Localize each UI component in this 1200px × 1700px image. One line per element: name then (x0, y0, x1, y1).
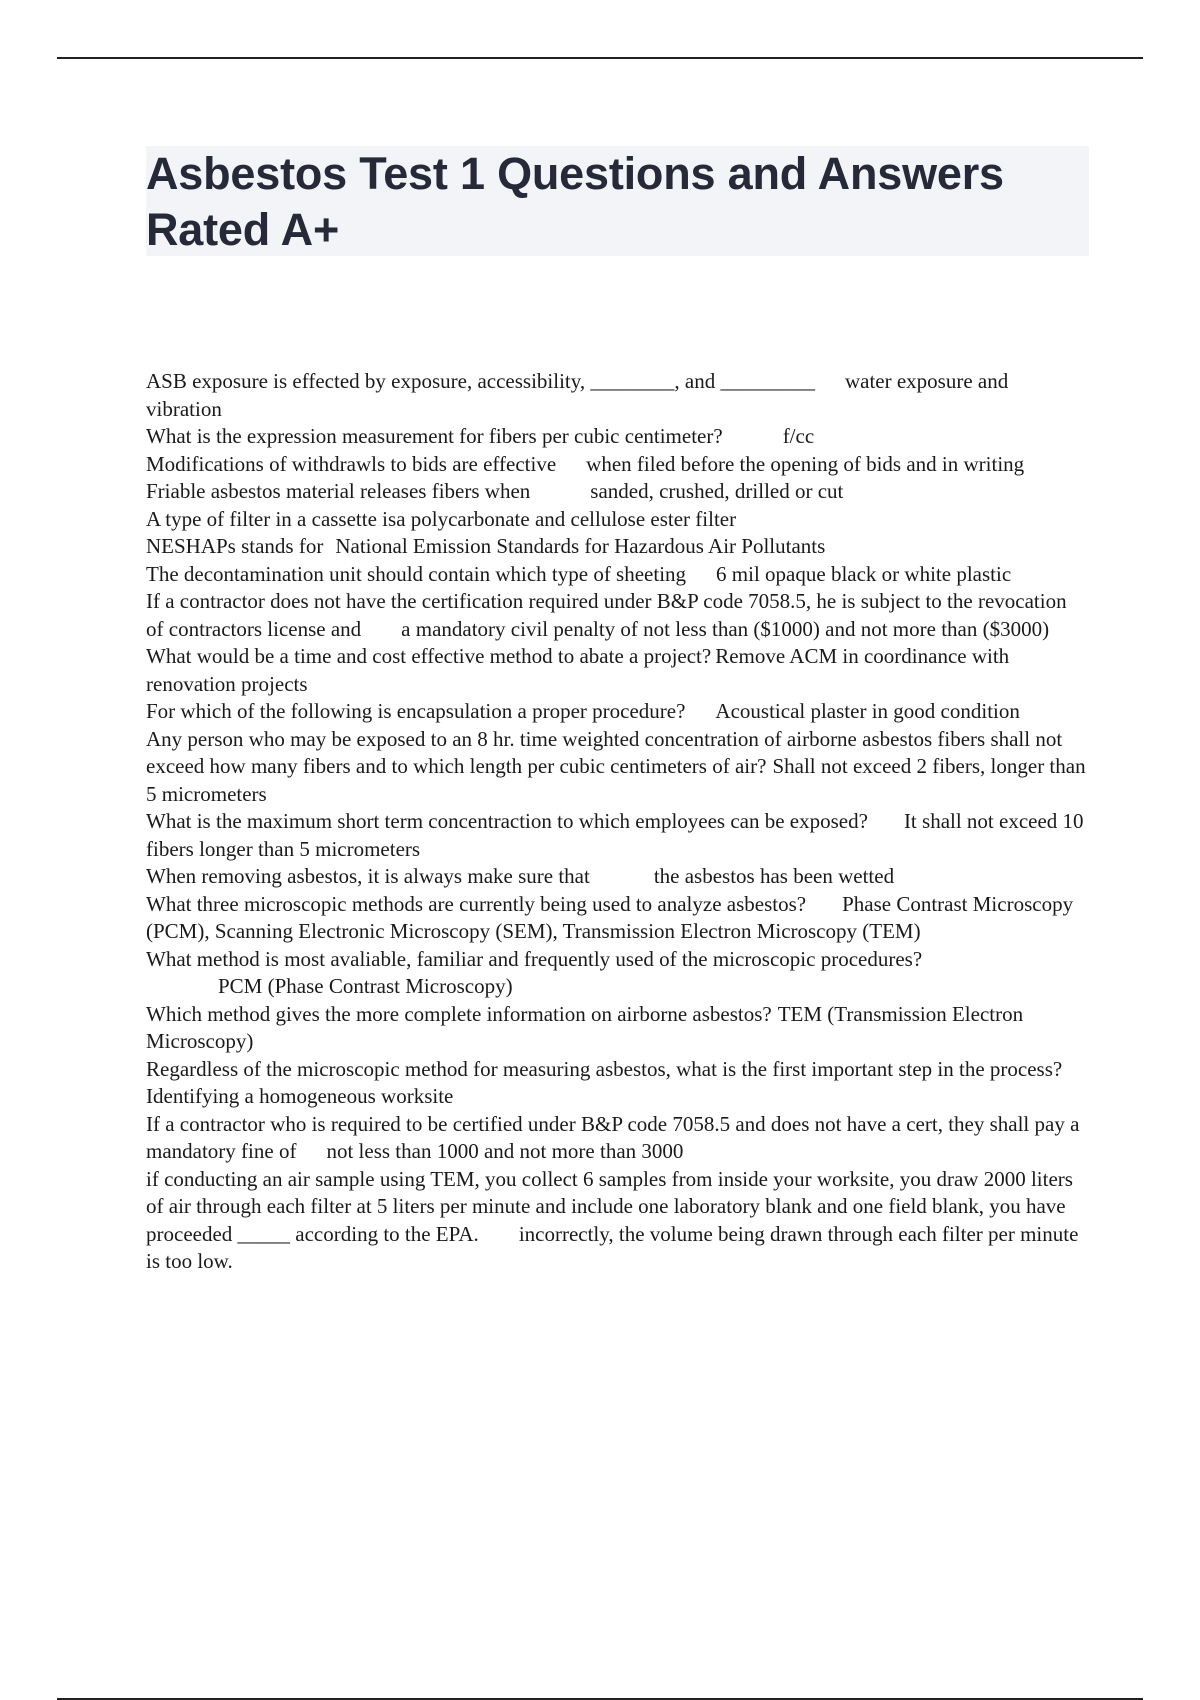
answer-text: the asbestos has been wetted (653, 864, 895, 888)
qa-item (146, 533, 1089, 561)
answer-text: Remove ACM in coordinance with renovation projects (146, 644, 1010, 696)
qa-item (146, 891, 1089, 946)
question-text: if conducting an air sample using TEM, you collect 6 samples from inside your worksite, you draw 2000 liters of air through each filter at 5 liters per minute and include one laboratory blank and one field blank, you have proceeded _____ according to the EPA. (146, 1166, 1073, 1246)
qa-item (146, 506, 1089, 534)
qa-item (146, 1166, 1089, 1276)
top-rule (57, 57, 1143, 59)
answer-text: Identifying a homogeneous worksite (146, 1084, 454, 1108)
question-text: When removing asbestos, it is always make sure that (146, 864, 590, 888)
answer-text: PCM (Phase Contrast Microscopy) (218, 974, 513, 998)
question-text: Friable asbestos material releases fibers when (146, 479, 531, 503)
question-text: Modifications of withdrawls to bids are effective (146, 451, 557, 476)
page-title: Asbestos Test 1 Questions and Answers Rated A+ (146, 148, 1004, 255)
qa-item (146, 588, 1089, 643)
answer-text: National Emission Standards for Hazardous Air Pollutants (335, 534, 826, 558)
question-text: A type of filter in a cassette is (146, 506, 397, 531)
qa-item (146, 423, 1089, 451)
question-text: ASB exposure is effected by exposure, accessibility, ________, and _________ (146, 369, 815, 393)
question-text: For which of the following is encapsulation a proper procedure? (146, 699, 686, 723)
question-text: The decontamination unit should contain which type of sheeting (146, 561, 687, 586)
answer-text: TEM (Transmission Electron Microscopy) (146, 1001, 1024, 1053)
answer-text: a mandatory civil penalty of not less than ($1000) and not more than ($3000) (401, 616, 1050, 641)
qa-item (146, 561, 1089, 589)
qa-item (146, 1001, 1089, 1056)
answer-text: Shall not exceed 2 fibers, longer than 5 micrometers (146, 754, 1086, 806)
question-text: What is the maximum short term concentraction to which employees can be exposed? (146, 809, 868, 833)
qa-item (146, 726, 1089, 809)
answer-text: It shall not exceed 10 fibers longer than 5 micrometers (146, 809, 1084, 861)
answer-text: f/cc (782, 424, 815, 448)
qa-list (146, 368, 1089, 1276)
answer-text: a polycarbonate and cellulose ester filter (396, 506, 737, 531)
answer-text: Acoustical plaster in good condition (715, 699, 1020, 723)
question-text: If a contractor does not have the certification required under B&P code 7058.5, he is subject to the revocation of contractors license and (146, 589, 1067, 641)
qa-item (146, 946, 1089, 1001)
question-text: What is the expression measurement for fibers per cubic centimeter? (146, 424, 723, 448)
question-text: What three microscopic methods are currently being used to analyze asbestos? (146, 891, 807, 916)
question-text: Any person who may be exposed to an 8 hr. time weighted concentration of airborne asbestos fibers shall not exceed how many fibers and to which length per cubic centimeters of air? (146, 726, 1063, 778)
question-text: What would be a time and cost effective method to abate a project? (146, 644, 712, 668)
question-text: Which method gives the more complete information on airborne asbestos? (146, 1001, 772, 1026)
answer-text: not less than 1000 and not more than 3000 (326, 1139, 684, 1163)
question-text: NESHAPs stands for (146, 534, 324, 558)
answer-text: 6 mil opaque black or white plastic (716, 561, 1012, 586)
answer-text: Phase Contrast Microscopy (PCM), Scanning Electronic Microscopy (SEM), Transmission Electron Microscopy (TEM) (146, 891, 1074, 943)
question-text: Regardless of the microscopic method for measuring asbestos, what is the first important step in the process? (146, 1056, 1063, 1081)
answer-text: water exposure and vibration (146, 369, 1009, 421)
answer-text: incorrectly, the volume being drawn through each filter per minute is too low. (146, 1221, 1079, 1273)
qa-item (146, 1111, 1089, 1166)
qa-item (146, 863, 1089, 891)
answer-text: sanded, crushed, drilled or cut (590, 479, 844, 503)
qa-item (146, 478, 1089, 506)
question-text: If a contractor who is required to be certified under B&P code 7058.5 and does not have a cert, they shall pay a mandatory fine of (146, 1111, 1080, 1163)
qa-item (146, 698, 1089, 726)
qa-item (146, 1056, 1089, 1111)
answer-text: when filed before the opening of bids and in writing (586, 451, 1025, 476)
title-banner (146, 146, 1089, 256)
qa-item (146, 368, 1089, 423)
question-text: What method is most avaliable, familiar and frequently used of the microscopic procedures? (146, 946, 923, 971)
qa-item (146, 808, 1089, 863)
qa-item (146, 643, 1089, 698)
qa-item (146, 451, 1089, 479)
